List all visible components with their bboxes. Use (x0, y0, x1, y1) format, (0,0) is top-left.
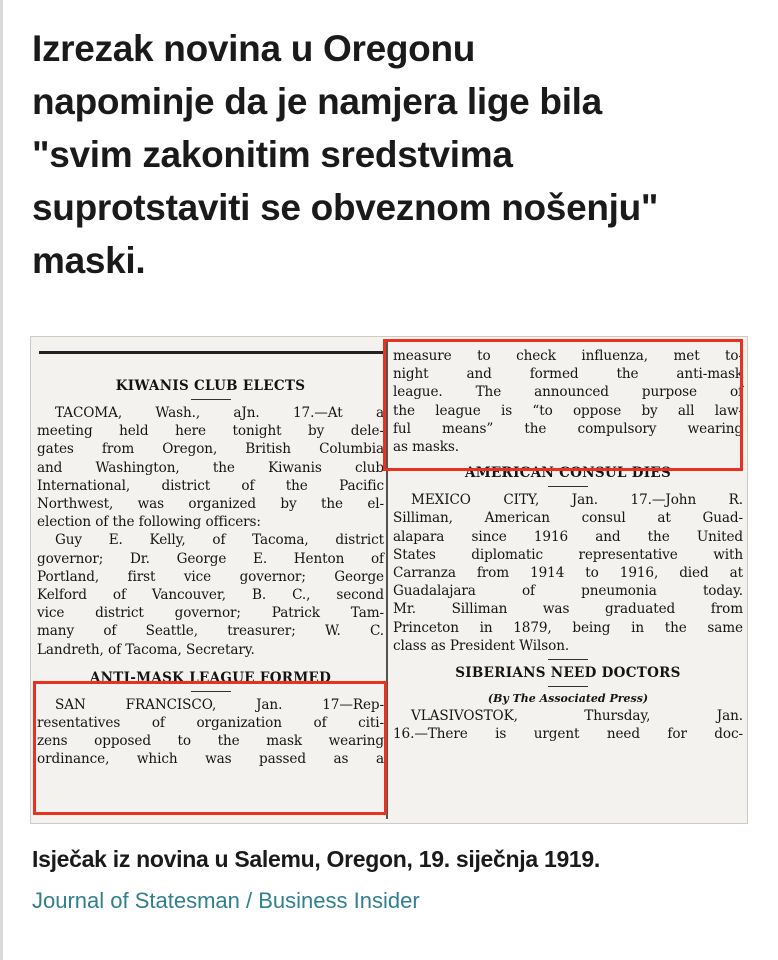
article-line: Princeton in 1879, being in the same (393, 619, 743, 636)
article-line: International, district of the Pacific (37, 477, 384, 494)
article-line: night and formed the anti-mask (393, 366, 743, 383)
headline-line: napominje da je namjera lige bila (32, 81, 602, 122)
headline-line: Izrezak novina u Oregonu (32, 28, 476, 69)
top-rule (39, 351, 384, 354)
article-line: Guadalajara of pneumonia today. (393, 583, 743, 600)
article-line: SAN FRANCISCO, Jan. 17—Rep- (55, 696, 384, 713)
article-line: zens opposed to the mask wearing (37, 733, 384, 750)
source-credit: Journal of Statesman / Business Insider (32, 888, 420, 913)
article-line: Mr. Silliman was graduated from (393, 601, 743, 618)
left-border (0, 0, 3, 960)
article-line: 16.—There is urgent need for doc- (393, 726, 743, 743)
article-line: league. The announced purpose of (393, 384, 743, 401)
article-line: Kelford of Vancouver, B. C., second (37, 587, 384, 604)
headline-line: "svim zakonitim sredstvima (32, 134, 513, 175)
headline (32, 22, 762, 287)
article-body-siberians (393, 707, 743, 743)
article-line: measure to check influenza, met to- (393, 348, 743, 364)
article-byline: (By The Associated Press) (487, 692, 649, 706)
article-body-consul (393, 491, 743, 655)
heading-rule (548, 486, 588, 487)
article-heading-siberians: SIBERIANS NEED DOCTORS (455, 665, 681, 682)
heading-rule (548, 686, 588, 687)
article-line: and Washington, the Kiwanis club (37, 459, 384, 476)
article-line: VLASIVOSTOK, Thursday, Jan. (411, 708, 743, 725)
highlight-box-quote (383, 339, 743, 471)
article-line: Guy E. Kelly, of Tacoma, district (55, 532, 384, 549)
article-heading-anti-mask: ANTI-MASK LEAGUE FORMED (89, 669, 332, 686)
heading-rule (548, 659, 588, 660)
article-heading-kiwanis: KIWANIS CLUB ELECTS (115, 378, 306, 394)
article-line: Landreth, of Tacoma, Secretary. (37, 641, 255, 658)
article-line: the league is “to oppose by all law- (393, 402, 743, 419)
article-line: States diplomatic representative with (393, 546, 743, 563)
highlight-box-league-formed (33, 681, 387, 815)
headline-line: maski. (32, 240, 146, 281)
article-line: class as President Wilson. (393, 637, 570, 654)
article-line: ful means” the compulsory wearing (393, 420, 743, 437)
article-line: many of Seattle, treasurer; W. C. (37, 623, 384, 640)
article-line: MEXICO CITY, Jan. 17.—John R. (411, 492, 743, 509)
article-line: Northwest, was organized by the el- (37, 496, 384, 513)
article-line: Portland, first vice governor; George (37, 568, 384, 585)
heading-rule (191, 399, 231, 400)
article-body-kiwanis (37, 404, 384, 659)
article-line: resentatives of organization of citi- (37, 715, 384, 732)
article-line: election of the following officers: (37, 514, 261, 531)
article-line: gates from Oregon, British Columbia (37, 441, 384, 458)
article-line: meeting held here tonight by dele- (37, 423, 384, 440)
article-line: governor; Dr. George E. Henton of (37, 550, 384, 567)
headline-line: suprotstaviti se obveznom nošenju" (32, 187, 659, 228)
article-line: ordinance, which was passed as a (37, 751, 384, 768)
article-line: as masks. (393, 439, 460, 456)
image-caption: Isječak iz novina u Salemu, Oregon, 19. siječnja 1919. (32, 846, 601, 872)
article-line: Silliman, American consul at Guad- (393, 510, 743, 527)
newspaper-clipping (30, 336, 748, 824)
article-line: vice district governor; Patrick Tam- (37, 605, 384, 622)
article-line: alapara since 1916 and the United (393, 528, 743, 545)
article-heading-consul: AMERICAN CONSUL DIES (464, 465, 672, 482)
article-line: Carranza from 1914 to 1916, died at (393, 565, 743, 582)
article-line: TACOMA, Wash., aJn. 17.—At a (55, 405, 384, 421)
